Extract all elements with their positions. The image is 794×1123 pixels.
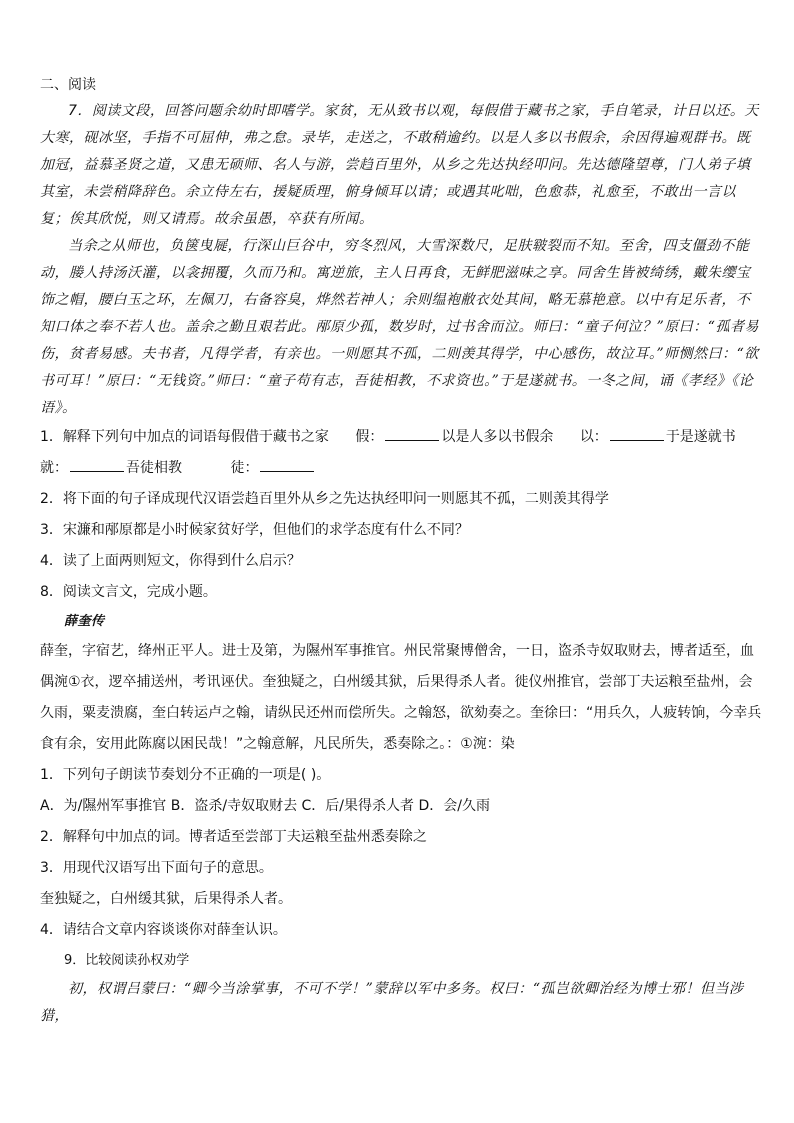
q8-intro: 8．阅读文言文，完成小题。: [40, 584, 217, 600]
q9-intro: 9．比较阅读孙权劝学: [64, 953, 190, 968]
section-heading: 二、阅读: [40, 77, 96, 93]
q7-paragraph-2: 当余之从师也，负箧曳屣，行深山巨谷中，穷冬烈风，大雪深数尺，足肤皲裂而不知。至舍，四支僵劲不能动，媵人持汤沃灌，以衾拥覆，久而乃和。寓逆旅，主人日再食，无鲜肥滋味之享。同舍生皆被绮绣，戴朱缨宝饰之帽，腰白玉之环，左佩刀，右备容臭，烨然若神人；余则缊袍敝衣处其间，略无慕艳意。以中有足乐者，不知口体之奉不若人也。盖余之勤且艰若此。邴原少孤，数岁时，过书舍而泣。师曰：“童子何泣？”原曰：“孤者易伤，贫者易感。夫书者，凡得学者，有亲也。一则愿其不孤，二则羡其得学，中心感伤，故泣耳。”师恻然曰：“欲书可耳！”原曰：“无钱资。”师曰：“童子苟有志，吾徒相教，不求资也。”于是遂就书。一冬之间，诵《孝经》《论语》。: [40, 238, 759, 416]
q7-sub1-label-yi: 以：: [579, 429, 608, 445]
q7-sub1-sentence-3: 于是遂就书: [665, 429, 736, 445]
q7-passage-1: [40, 98, 764, 233]
answer-blank-jiu[interactable]: [70, 457, 124, 472]
q7-sub1-label-jiu: 就：: [40, 460, 68, 476]
q8-sub1-options: A．为/隰州军事推官 B．盗杀/寺奴取财去 C．后/果得杀人者 D．会/久雨: [40, 798, 490, 814]
answer-blank-tu[interactable]: [260, 457, 314, 472]
q9-passage: 初，权谓吕蒙曰：“卿今当涂掌事，不可不学！”蒙辞以军中多务。权曰：“孤岂欲卿治经为博士邪！但当涉猎，: [40, 981, 744, 1024]
q8-sub2: 2．解释句中加点的词。博者适至尝部丁夫运粮至盐州悉奏除之: [40, 829, 427, 845]
q8-sub4: 4．请结合文章内容谈谈你对薛奎认识。: [40, 922, 287, 938]
answer-blank-jia[interactable]: [385, 426, 439, 441]
answer-blank-yi[interactable]: [610, 426, 664, 441]
q7-sub1-label-tu: 徒：: [230, 460, 259, 476]
q7-intro: 7．阅读文段，回答问题余幼时即嗜学。: [68, 103, 324, 119]
q7-sub2: 2．将下面的句子译成现代汉语尝趋百里外从乡之先达执经叩问一则愿其不孤，二则羡其得学: [40, 491, 609, 507]
q8-passage: 薛奎，字宿艺，绛州正平人。进士及第，为隰州军事推官。州民常聚博僧舍，一日，盗杀寺奴取财去，博者适至，血偶涴①衣，逻卒捕送州，考讯诬伏。奎独疑之，白州缓其狱，后果得杀人者。徙仪州推官，尝部丁夫运粮至盐州，会久雨，粟麦溃腐，奎白转运卢之翰，请纵民还州而偿所失。之翰怒，欲劾奏之。奎徐曰：“用兵久，人疲转饷，今幸兵食有余，安用此陈腐以困民哉！”之翰意解，凡民所失，悉奏除之。：①涴：染: [40, 643, 762, 752]
q7-paragraph-1: 家贫，无从致书以观，每假借于藏书之家，手自笔录，计日以还。天大寒，砚冰坚，手指不可屈伸，弗之怠。录毕，走送之，不敢稍逾约。以是人多以书假余，余因得遍观群书。既加冠，益慕圣贤之道，又患无硕师、名人与游，尝趋百里外，从乡之先达执经叩问。先达德隆望尊，门人弟子填其室，未尝稍降辞色。余立侍左右，援疑质理，俯身倾耳以请；或遇其叱咄，色愈恭，礼愈至，不敢出一言以复；俟其欣悦，则又请焉。故余虽愚，卒获有所闻。: [40, 103, 759, 227]
q7-sub4: 4．读了上面两则短文，你得到什么启示？: [40, 553, 301, 569]
q7-sub1-line1: [40, 422, 764, 453]
q7-sub1-line2: [40, 453, 764, 484]
q7-sub1-sentence-2: 以是人多以书假余: [441, 429, 554, 445]
q7-sub1-label-jia: 假：: [355, 429, 384, 445]
q8-sub1: 1．下列句子朗读节奏划分不正确的一项是( )。: [40, 767, 331, 783]
q8-title: 薛奎传: [64, 614, 105, 629]
q7-sub1-sentence-4: 吾徒相教: [126, 460, 182, 476]
q8-sub3: 3．用现代汉语写出下面句子的意思。: [40, 860, 273, 876]
q7-sub3: 3．宋濂和邴原都是小时候家贫好学，但他们的求学态度有什么不同？: [40, 522, 469, 538]
q8-sub3-sentence: 奎独疑之，白州缓其狱，后果得杀人者。: [40, 891, 292, 907]
q7-sub1-text: 1．解释下列句中加点的词语每假借于藏书之家: [40, 429, 329, 445]
